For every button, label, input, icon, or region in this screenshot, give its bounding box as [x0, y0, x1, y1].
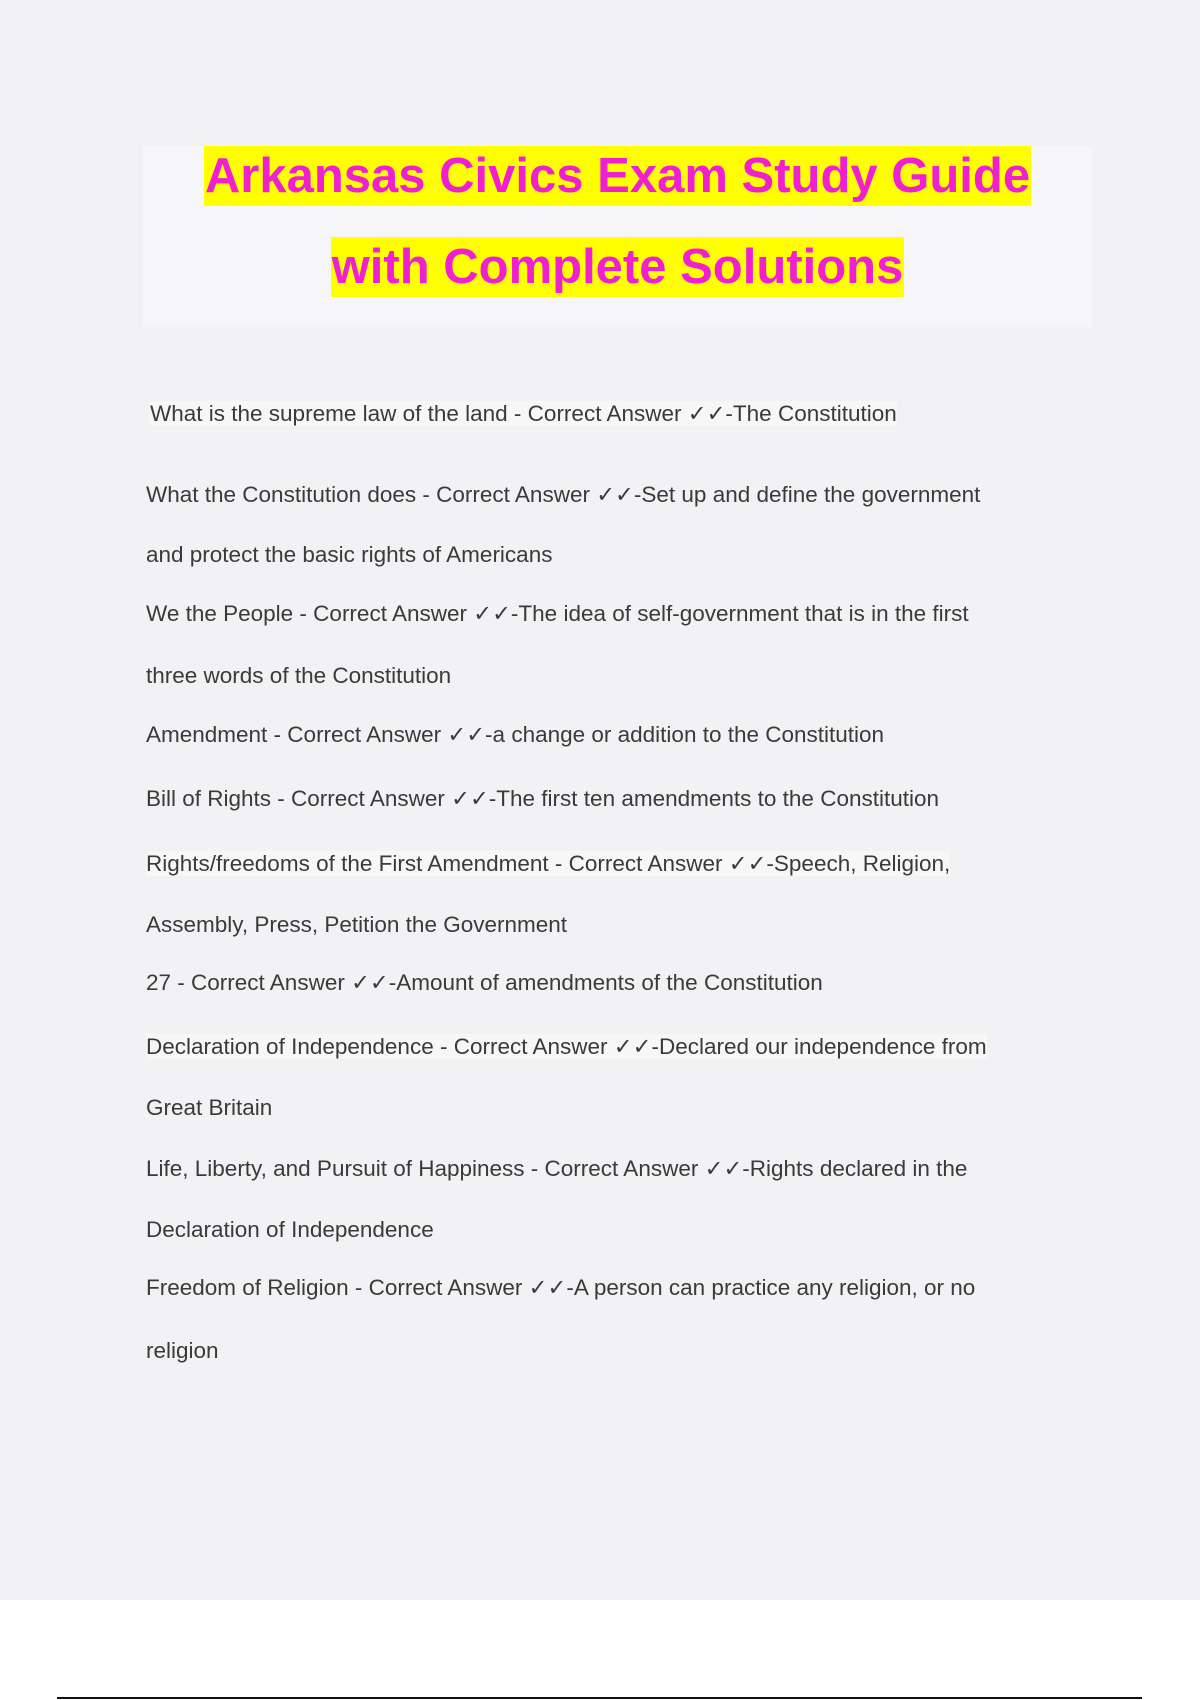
- qa-line: [146, 968, 823, 998]
- qa-text: Assembly, Press, Petition the Government: [146, 912, 568, 937]
- qa-line: [146, 720, 884, 750]
- qa-text: Great Britain: [146, 1095, 273, 1120]
- qa-line: [146, 1032, 987, 1062]
- qa-line: [146, 1154, 967, 1184]
- qa-text: Rights/freedoms of the First Amendment - Correct Answer ✓✓-Speech, Religion,: [146, 851, 951, 876]
- qa-line: [146, 1336, 219, 1366]
- qa-text: We the People - Correct Answer ✓✓-The idea of self-government that is in the first: [146, 601, 969, 626]
- qa-line: [146, 910, 567, 940]
- qa-text: Bill of Rights - Correct Answer ✓✓-The first ten amendments to the Constitution: [146, 786, 940, 811]
- qa-text: Declaration of Independence: [146, 1217, 434, 1242]
- qa-line: [146, 1215, 434, 1245]
- qa-text: 27 - Correct Answer ✓✓-Amount of amendments of the Constitution: [146, 970, 823, 995]
- qa-line: [146, 661, 451, 691]
- qa-text: three words of the Constitution: [146, 663, 452, 688]
- qa-text: and protect the basic rights of Americans: [146, 542, 553, 567]
- qa-text: Declaration of Independence - Correct Answer ✓✓-Declared our independence from: [146, 1034, 987, 1059]
- qa-line: [146, 480, 980, 510]
- qa-line: [146, 1273, 975, 1303]
- footer-divider: [57, 1697, 1142, 1699]
- qa-text: Amendment - Correct Answer ✓✓-a change or addition to the Constitution: [146, 722, 885, 747]
- qa-line: [146, 849, 950, 879]
- document-title-line-1: Arkansas Civics Exam Study Guide: [204, 146, 1031, 206]
- qa-line: [146, 1093, 272, 1123]
- qa-line: [146, 784, 939, 814]
- qa-text: What is the supreme law of the land - Correct Answer ✓✓-The Constitution: [150, 401, 897, 426]
- qa-line: [150, 399, 897, 429]
- qa-text: What the Constitution does - Correct Answer ✓✓-Set up and define the government: [146, 482, 981, 507]
- document-title-line-2: with Complete Solutions: [331, 237, 905, 297]
- qa-line: [146, 540, 552, 570]
- qa-text: Life, Liberty, and Pursuit of Happiness - Correct Answer ✓✓-Rights declared in the: [146, 1156, 968, 1181]
- qa-text: Freedom of Religion - Correct Answer ✓✓-A person can practice any religion, or no: [146, 1275, 976, 1300]
- qa-text: religion: [146, 1338, 219, 1363]
- qa-line: [146, 599, 969, 629]
